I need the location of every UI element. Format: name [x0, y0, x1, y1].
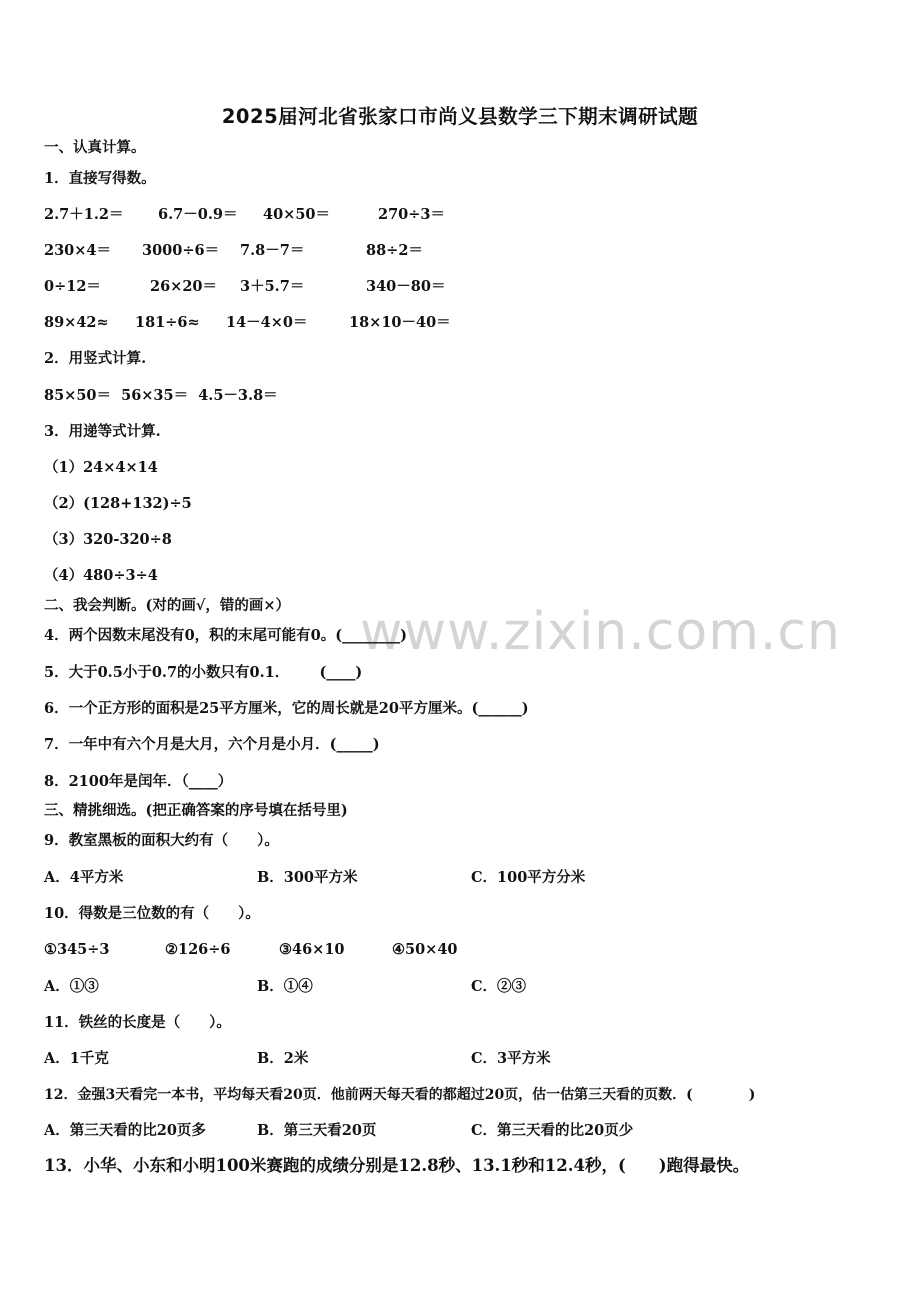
calc-row-4	[44, 313, 864, 333]
question-3-item: （2）(128+132)÷5	[44, 495, 192, 512]
section-2-heading: 二、我会判断。(对的画√，错的画×）	[44, 597, 291, 614]
calc-item: 340－80＝	[366, 278, 446, 295]
option-a: A．第三天看的比20页多	[44, 1122, 206, 1139]
option-b: B．第三天看20页	[257, 1122, 377, 1139]
question-10-options	[44, 977, 864, 997]
calc-item: 14－4×0＝	[226, 314, 308, 331]
calc-item: 40×50＝	[263, 206, 331, 223]
option-b: B．300平方米	[257, 869, 358, 886]
judge-item: 7．一年中有六个月是大月，六个月是小月．(_____)	[44, 736, 380, 753]
choice-item: ①345÷3	[44, 941, 110, 958]
option-b: B．2米	[257, 1050, 309, 1067]
calc-item: 88÷2＝	[366, 242, 423, 259]
judge-item: 6．一个正方形的面积是25平方厘米，它的周长就是20平方厘米。(______)	[44, 700, 529, 717]
choice-item: ④50×40	[392, 941, 458, 958]
judge-item: 4．两个因数末尾没有0，积的末尾可能有0。(________)	[44, 627, 407, 644]
calc-item: 7.8－7＝	[240, 242, 305, 259]
question-3-label: 3．用递等式计算.	[44, 423, 161, 440]
question-11-options	[44, 1049, 864, 1069]
calc-row-3	[44, 277, 864, 297]
option-c: C．②③	[471, 978, 527, 995]
question-2-label: 2．用竖式计算.	[44, 350, 147, 367]
question-12-options	[44, 1121, 864, 1141]
judge-item: 5．大于0.5小于0.7的小数只有0.1． (____)	[44, 664, 363, 681]
choice-item: ③46×10	[279, 941, 345, 958]
option-a: A．4平方米	[44, 869, 124, 886]
question-10-choices	[44, 940, 864, 960]
calc-item: 181÷6≈	[135, 314, 200, 331]
question-9-options	[44, 868, 864, 888]
option-a: A．①③	[44, 978, 99, 995]
question-3-item: （3）320-320÷8	[44, 531, 172, 548]
calc-item: 26×20＝	[150, 278, 218, 295]
option-c: C．3平方米	[471, 1050, 551, 1067]
option-b: B．①④	[257, 978, 313, 995]
section-3-heading: 三、精挑细选。(把正确答案的序号填在括号里)	[44, 802, 348, 819]
watermark: www.zixin.com.cn	[360, 602, 841, 662]
question-2-line: 85×50＝ 56×35＝ 4.5－3.8＝	[44, 387, 278, 404]
question-12-stem: 12．金强3天看完一本书，平均每天看20页．他前两天每天看的都超过20页，估一估第三天看的页数．( )	[44, 1087, 756, 1103]
question-1-label: 1．直接写得数。	[44, 170, 156, 187]
page-title: 2025届河北省张家口市尚义县数学三下期末调研试题	[221, 105, 699, 128]
calc-item: 270÷3＝	[378, 206, 446, 223]
calc-item: 2.7＋1.2＝	[44, 206, 124, 223]
option-c: C．第三天看的比20页少	[471, 1122, 634, 1139]
calc-item: 18×10－40＝	[349, 314, 451, 331]
question-10-stem: 10．得数是三位数的有（ ）。	[44, 905, 260, 922]
choice-item: ②126÷6	[165, 941, 231, 958]
calc-row-2	[44, 241, 864, 261]
calc-item: 0÷12＝	[44, 278, 101, 295]
option-a: A．1千克	[44, 1050, 109, 1067]
question-13-stem: 13．小华、小东和小明100米赛跑的成绩分别是12.8秒、13.1秒和12.4秒，( )跑得最快。	[44, 1156, 750, 1175]
question-9-stem: 9．教室黑板的面积大约有（ ）。	[44, 832, 279, 849]
calc-item: 6.7－0.9＝	[158, 206, 238, 223]
option-c: C．100平方分米	[471, 869, 586, 886]
calc-row-1	[44, 205, 864, 225]
calc-item: 230×4＝	[44, 242, 112, 259]
section-1-heading: 一、认真计算。	[44, 139, 146, 156]
question-3-item: （1）24×4×14	[44, 459, 158, 476]
question-11-stem: 11．铁丝的长度是（ ）。	[44, 1014, 231, 1031]
calc-item: 3＋5.7＝	[240, 278, 305, 295]
calc-item: 89×42≈	[44, 314, 109, 331]
calc-item: 3000÷6＝	[142, 242, 220, 259]
question-3-item: （4）480÷3÷4	[44, 567, 158, 584]
judge-item: 8．2100年是闰年．（____）	[44, 773, 233, 790]
